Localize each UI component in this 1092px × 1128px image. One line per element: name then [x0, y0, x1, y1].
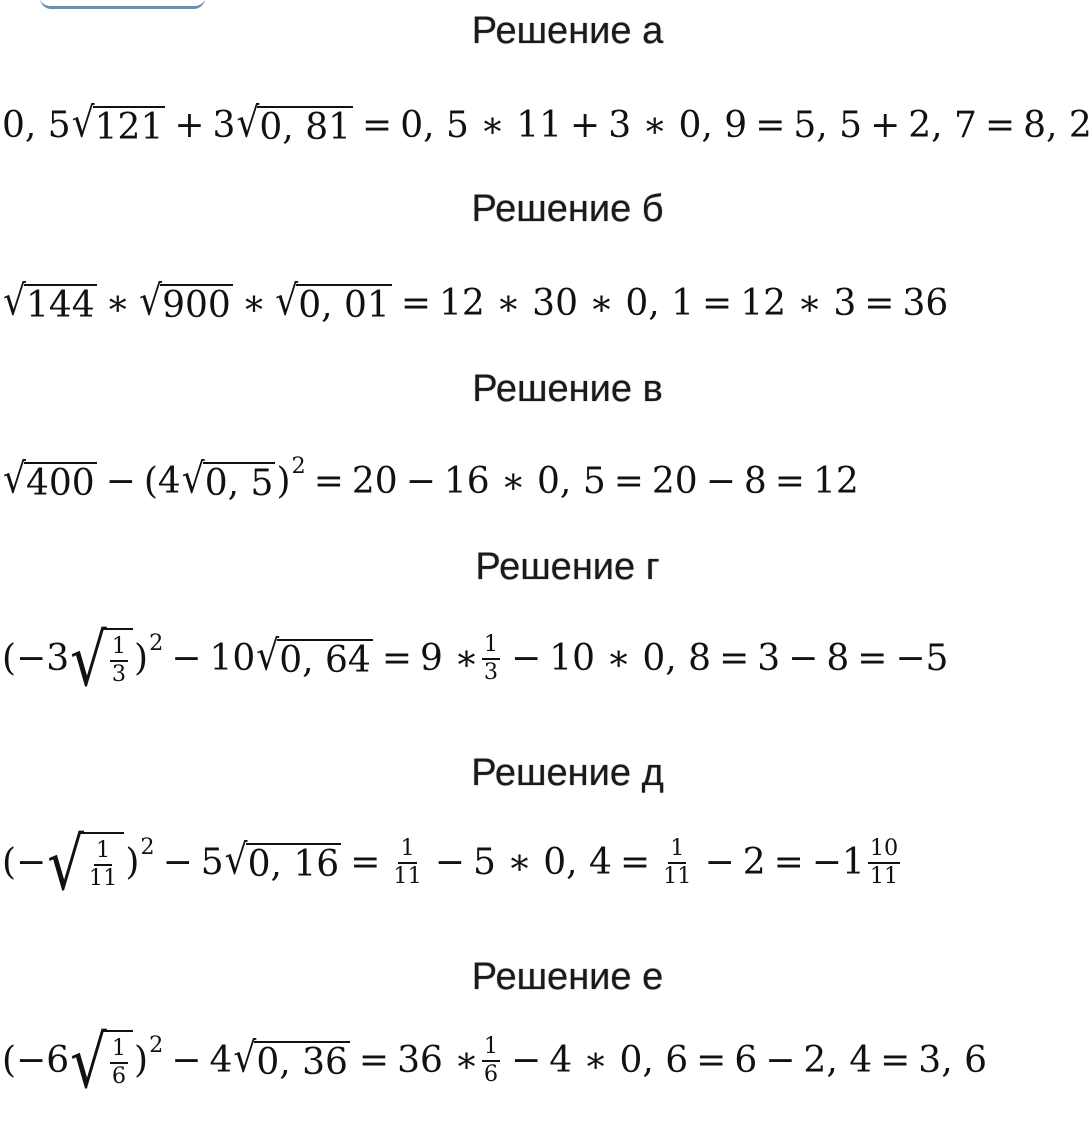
heading-solution-b: Решение б	[471, 188, 664, 230]
term: 2, 4	[803, 1039, 873, 1081]
term: 6	[734, 1039, 758, 1081]
exponent: 2	[149, 1032, 164, 1059]
paren-open: (−3	[2, 637, 70, 679]
exponent: 2	[291, 453, 306, 480]
heading-solution-d: Решение д	[471, 752, 664, 794]
heading-solution-e: Решение е	[471, 956, 664, 998]
result-whole: −1	[811, 841, 865, 883]
term: 5 ∗ 0, 4	[472, 841, 612, 883]
term: 36 ∗	[397, 1039, 479, 1081]
heading-solution-v: Решение в	[472, 368, 663, 410]
radicand: 144	[25, 285, 95, 326]
paren-open: (4	[143, 461, 181, 502]
equation-b: √ 144 ∗ √ 900 ∗ √ 0, 01 = 12 ∗ 30 ∗ 0, 1 = 12 ∗ 3 = 36	[3, 277, 949, 326]
square-root: √ 0, 36	[233, 1034, 348, 1083]
result: 36	[902, 283, 949, 324]
square-root: √ 900	[139, 277, 231, 326]
term: 2, 7	[908, 105, 977, 146]
term: 3	[757, 637, 781, 679]
equation-d: (− √ $\frac{1}{11}$ ) 2 − 5 √ 0, 16 = $\frac{1}{11}$ − 5 ∗ 0, 4 = $\frac{1}{11}$ − 2 = −1 $\frac{10}{11}$	[2, 822, 899, 907]
fraction: $\frac{1}{3}$	[483, 631, 499, 685]
radicand: 0, 81	[259, 107, 352, 148]
square-root: √ 144	[3, 277, 95, 326]
square-root: √ 400	[3, 455, 95, 504]
term: 16 ∗ 0, 5	[443, 461, 606, 502]
heading-solution-a: Решение а	[471, 10, 664, 52]
paren-open: (−6	[2, 1039, 70, 1081]
result: −5	[895, 637, 949, 679]
term: 3 ∗ 0, 9	[608, 105, 748, 146]
radicand: 121	[94, 107, 164, 148]
radicand: 0, 64	[279, 639, 371, 681]
term: 5, 5	[793, 105, 863, 146]
radicand	[105, 628, 133, 690]
radicand: 0, 5	[204, 463, 274, 504]
term: 10 ∗ 0, 8	[549, 637, 712, 679]
term: 12 ∗ 3	[740, 283, 857, 324]
equation-a: 0, 5 √ 121 + 3 √ 0, 81 = 0, 5 ∗ 11 + 3 ∗ 0, 9 = 5, 5 + 2, 7 = 8, 2	[2, 99, 1092, 148]
coef: 5	[200, 841, 224, 883]
paren-open: (−	[2, 841, 47, 883]
term: 20	[351, 461, 398, 502]
fraction: $\frac{1}{6}$	[483, 1033, 499, 1087]
term: 20	[651, 461, 698, 502]
equation-g: (−3 √ $\frac{1}{3}$ ) 2 − 10 √ 0, 64 = 9 ∗ $\frac{1}{3}$ − 10 ∗ 0, 8 = 3 − 8 = −5	[2, 618, 949, 703]
term: 9 ∗	[420, 637, 479, 679]
coef: 10	[209, 637, 256, 679]
result: 8, 2	[1023, 105, 1092, 146]
term: 12 ∗ 30 ∗ 0, 1	[439, 283, 695, 324]
radicand: 0, 01	[298, 285, 390, 326]
result: 3, 6	[918, 1039, 987, 1081]
exponent: 2	[140, 834, 155, 861]
square-root: √ 121	[71, 99, 164, 148]
paren-close: )	[125, 841, 140, 883]
radicand: 0, 16	[247, 843, 340, 885]
equation-e: (−6 √ $\frac{1}{6}$ ) 2 − 4 √ 0, 36 = 36 ∗ $\frac{1}{6}$ − 4 ∗ 0, 6 = 6 − 2, 4 = 3, 6	[2, 1020, 987, 1105]
square-root: √ 0, 81	[236, 99, 352, 148]
fraction: $\frac{1}{11}$	[88, 837, 118, 891]
square-root: √ $\frac{1}{6}$	[70, 1030, 133, 1092]
paren-close: )	[134, 1039, 149, 1081]
fraction: $\frac{1}{3}$	[111, 633, 127, 687]
paren-close: )	[276, 461, 291, 502]
term: 2	[742, 841, 766, 883]
square-root: √ 0, 64	[256, 632, 371, 681]
square-root: √ 0, 01	[275, 277, 390, 326]
radicand: 900	[162, 285, 231, 326]
coef: 4	[209, 1039, 233, 1081]
radicand	[105, 1030, 133, 1092]
fraction: $\frac{1}{6}$	[111, 1035, 127, 1089]
coef: 3	[212, 105, 236, 146]
fraction: $\frac{1}{11}$	[663, 835, 692, 889]
term: 4 ∗ 0, 6	[549, 1039, 689, 1081]
square-root: √ 0, 16	[224, 836, 340, 885]
term: 0, 5 ∗ 11	[400, 105, 563, 146]
fraction: $\frac{1}{11}$	[393, 835, 422, 889]
fraction: $\frac{10}{11}$	[869, 835, 899, 889]
radicand: 400	[25, 463, 95, 504]
exponent: 2	[149, 630, 164, 657]
square-root: √ $\frac{1}{3}$	[70, 628, 133, 690]
top-decoration	[40, 0, 205, 9]
square-root: √ $\frac{1}{11}$	[47, 832, 124, 894]
equation-v: √ 400 − (4 √ 0, 5 ) 2 = 20 − 16 ∗ 0, 5 = 20 − 8 = 12	[3, 453, 859, 504]
term: 8	[826, 637, 850, 679]
paren-close: )	[134, 637, 149, 679]
square-root: √ 0, 5	[181, 455, 274, 504]
coef: 0, 5	[2, 105, 71, 146]
radicand	[82, 832, 124, 894]
radicand: 0, 36	[256, 1041, 348, 1083]
result: 12	[812, 461, 859, 502]
term: 8	[743, 461, 767, 502]
heading-solution-g: Решение г	[475, 546, 660, 588]
